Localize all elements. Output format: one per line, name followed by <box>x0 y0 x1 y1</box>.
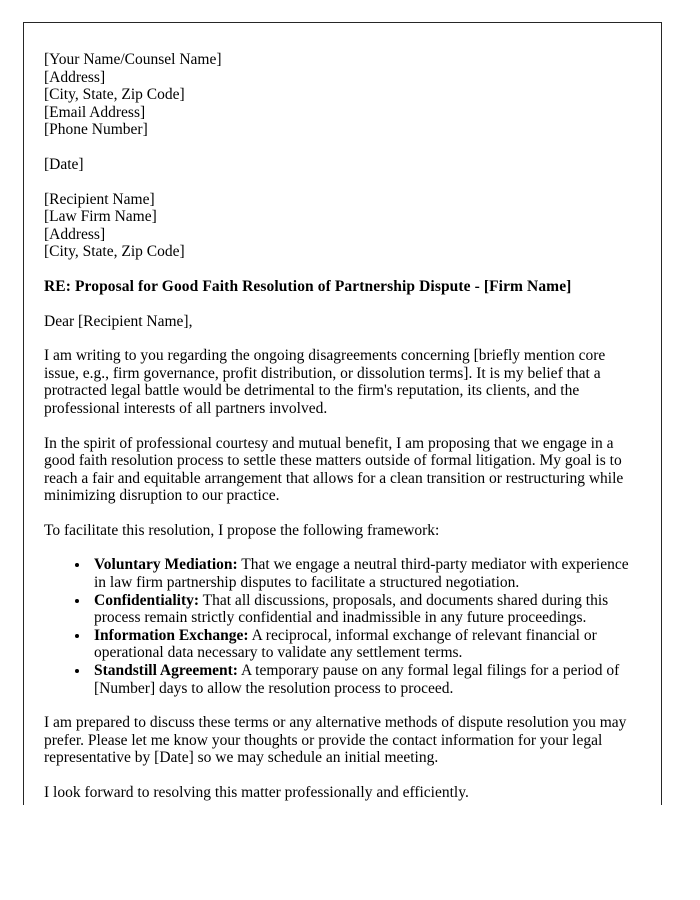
document-body <box>24 23 661 802</box>
framework-item-text: That we engage a neutral third-party mediator with experience in law firm partnership disputes to facilitate a structured negotiation. <box>94 556 629 592</box>
body-paragraph-1: I am writing to you regarding the ongoing disagreements concerning [briefly mention core issue, e.g., firm governance, profit distribution, or dissolution terms]. It is my belief that a protracted legal battle would be detrimental to the firm's reputation, its clients, and the professional interests of all partners involved. <box>44 347 606 417</box>
sender-address-line: [Address] <box>44 68 106 86</box>
recipient-name-line: [Recipient Name] <box>44 190 155 208</box>
list-item <box>90 592 637 627</box>
subject-line: RE: Proposal for Good Faith Resolution of Partnership Dispute - [Firm Name] <box>44 277 572 295</box>
framework-list <box>44 556 637 697</box>
framework-item-text: A reciprocal, informal exchange of relevant financial or operational data necessary to validate any settlement terms. <box>94 626 597 662</box>
sender-city-line: [City, State, Zip Code] <box>44 86 185 104</box>
letter-date: [Date] <box>44 155 84 173</box>
framework-item-text: That all discussions, proposals, and documents shared during this process remain strictly confidential and inadmissible in any future proceedings. <box>94 591 609 627</box>
closing-paragraph-1: I am prepared to discuss these terms or any alternative methods of dispute resolution you may prefer. Please let me know your thoughts or provide the contact information for your legal representative by [Date] so we may schedule an initial meeting. <box>44 714 627 767</box>
framework-item-text: A temporary pause on any formal legal filings for a period of [Number] days to allow the resolution process to proceed. <box>94 662 620 697</box>
recipient-address-line: [Address] <box>44 225 106 243</box>
document-page <box>23 22 662 805</box>
sender-address-block <box>44 51 637 139</box>
framework-item-lead: Confidentiality: <box>94 591 200 609</box>
framework-item-lead: Information Exchange: <box>94 626 249 644</box>
recipient-firm-line: [Law Firm Name] <box>44 208 157 226</box>
framework-item-lead: Standstill Agreement: <box>94 662 238 680</box>
sender-email-line: [Email Address] <box>44 103 146 121</box>
closing-paragraph-2: I look forward to resolving this matter professionally and efficiently. <box>44 784 469 801</box>
letter-content <box>44 51 637 802</box>
framework-item-lead: Voluntary Mediation: <box>94 556 238 574</box>
list-item <box>90 556 637 591</box>
sender-name-line: [Your Name/Counsel Name] <box>44 51 222 68</box>
recipient-city-line: [City, State, Zip Code] <box>44 243 185 261</box>
framework-intro-paragraph: To facilitate this resolution, I propose the following framework: <box>44 521 440 539</box>
sender-phone-line: [Phone Number] <box>44 121 148 139</box>
recipient-address-block <box>44 191 637 261</box>
salutation: Dear [Recipient Name], <box>44 312 193 330</box>
body-paragraph-2: In the spirit of professional courtesy and mutual benefit, I am proposing that we engage in a good faith resolution process to settle these matters outside of formal litigation. My goal is to reach a fair and equitable arrangement that allows for a clean transition or restructuring while minimizing disruption to our practice. <box>44 434 624 505</box>
list-item <box>90 662 637 697</box>
list-item <box>90 627 637 662</box>
